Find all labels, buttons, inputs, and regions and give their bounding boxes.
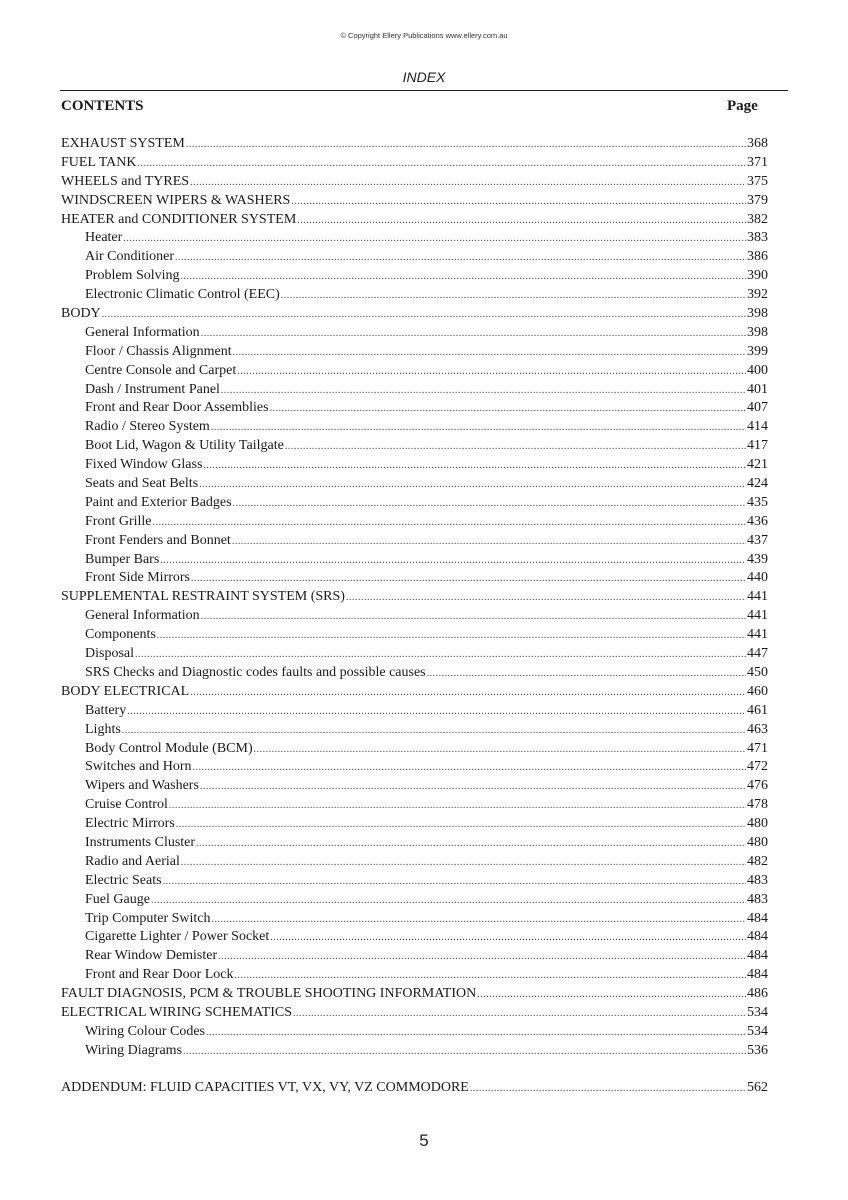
toc-entry-page: 441	[747, 627, 768, 643]
toc-subentry-trip-computer-switch[interactable]	[61, 910, 768, 929]
toc-entry-label: HEATER and CONDITIONER SYSTEM	[61, 211, 297, 227]
toc-subentry-front-side-mirrors[interactable]	[61, 569, 768, 588]
toc-entry-label: BODY ELECTRICAL	[61, 683, 190, 699]
dot-leader	[151, 892, 746, 911]
toc-entry-label: Bumper Bars	[85, 551, 160, 567]
toc-subentry-srs-general-information[interactable]	[61, 607, 768, 626]
dot-leader	[127, 703, 746, 722]
toc-entry-label: Battery	[85, 702, 127, 718]
header-rule	[60, 90, 788, 91]
toc-entry-page: 471	[747, 740, 768, 756]
dot-leader	[211, 419, 746, 438]
toc-subentry-radio-stereo[interactable]	[61, 418, 768, 437]
dot-leader	[232, 533, 746, 552]
toc-entry-label: Wipers and Washers	[85, 778, 199, 794]
dot-leader	[175, 249, 746, 268]
toc-entry-label: Boot Lid, Wagon & Utility Tailgate	[85, 438, 284, 454]
toc-entry-label: Body Control Module (BCM)	[85, 740, 253, 756]
toc-entry-page: 379	[747, 192, 768, 208]
toc-entry-page: 482	[747, 853, 768, 869]
toc-subentry-front-grille[interactable]	[61, 513, 768, 532]
toc-entry-page: 441	[747, 589, 768, 605]
toc-subentry-components[interactable]	[61, 626, 768, 645]
toc-entry-page: 483	[747, 891, 768, 907]
toc-entry-page: 450	[747, 664, 768, 680]
toc-entry-label: Seats and Seat Belts	[85, 476, 199, 492]
table-of-contents	[61, 135, 768, 1098]
toc-entry-page: 536	[747, 1042, 768, 1058]
toc-entry-page: 478	[747, 797, 768, 813]
toc-entry-label: Fuel Gauge	[85, 891, 150, 907]
dot-leader	[291, 193, 746, 212]
toc-entry-label: SUPPLEMENTAL RESTRAINT SYSTEM (SRS)	[61, 589, 345, 605]
dot-leader	[190, 174, 746, 193]
toc-entry-page: 382	[747, 211, 768, 227]
toc-subentry-air-conditioner[interactable]	[61, 248, 768, 267]
contents-heading: CONTENTS	[61, 98, 144, 114]
toc-entry-label: Front Side Mirrors	[85, 570, 190, 586]
toc-subentry-wiring-diagrams[interactable]	[61, 1042, 768, 1061]
dot-leader	[237, 363, 746, 382]
toc-entry-page: 484	[747, 967, 768, 983]
toc-entry-page: 461	[747, 702, 768, 718]
toc-entry-heater-conditioner[interactable]	[61, 211, 768, 230]
toc-entry-exhaust-system[interactable]	[61, 135, 768, 154]
toc-entry-label: General Information	[85, 608, 200, 624]
toc-entry-label: Rear Window Demister	[85, 948, 218, 964]
toc-subentry-door-lock[interactable]	[61, 966, 768, 985]
toc-entry-page: 392	[747, 287, 768, 303]
toc-entry-label: Centre Console and Carpet	[85, 362, 237, 378]
toc-entry-page: 486	[747, 986, 768, 1002]
dot-leader	[254, 741, 746, 760]
toc-entry-label: Front and Rear Door Assemblies	[85, 400, 269, 416]
toc-entry-page: 386	[747, 249, 768, 265]
toc-subentry-electronic-climatic-control[interactable]	[61, 286, 768, 305]
toc-entry-addendum[interactable]	[61, 1079, 768, 1098]
toc-subentry-dash-instrument-panel[interactable]	[61, 381, 768, 400]
toc-entry-wiring-schematics[interactable]	[61, 1004, 768, 1023]
toc-entry-label: Wiring Colour Codes	[85, 1023, 205, 1039]
toc-entry-label: Dash / Instrument Panel	[85, 381, 220, 397]
toc-entry-page: 375	[747, 173, 768, 189]
toc-entry-label: Radio / Stereo System	[85, 419, 210, 435]
toc-subentry-switches-horn[interactable]	[61, 758, 768, 777]
toc-entry-page: 421	[747, 457, 768, 473]
toc-subentry-fenders-bonnet[interactable]	[61, 532, 768, 551]
toc-subentry-wipers-washers[interactable]	[61, 777, 768, 796]
dot-leader	[218, 948, 746, 967]
toc-subentry-boot-lid-tailgate[interactable]	[61, 437, 768, 456]
dot-leader	[285, 438, 746, 457]
toc-subentry-general-information[interactable]	[61, 324, 768, 343]
dot-leader	[200, 778, 746, 797]
toc-entry-label: Fixed Window Glass	[85, 457, 203, 473]
toc-entry-fuel-tank[interactable]	[61, 154, 768, 173]
toc-entry-body-electrical[interactable]	[61, 683, 768, 702]
toc-entry-label: Switches and Horn	[85, 759, 192, 775]
toc-subentry-body-control-module[interactable]	[61, 740, 768, 759]
toc-entry-page: 441	[747, 608, 768, 624]
toc-entry-label: Components	[85, 627, 156, 643]
toc-subentry-lights[interactable]	[61, 721, 768, 740]
dot-leader	[206, 1024, 746, 1043]
dot-leader	[183, 1043, 746, 1062]
index-title: INDEX	[402, 69, 446, 85]
dot-leader	[190, 684, 746, 703]
toc-subentry-bumper-bars[interactable]	[61, 551, 768, 570]
toc-entry-label: Floor / Chassis Alignment	[85, 343, 232, 359]
dot-leader	[163, 873, 746, 892]
toc-entry-label: FAULT DIAGNOSIS, PCM & TROUBLE SHOOTING INFORMATION	[61, 986, 477, 1002]
dot-leader	[297, 212, 746, 231]
toc-entry-page: 534	[747, 1004, 768, 1020]
toc-subentry-disposal[interactable]	[61, 645, 768, 664]
dot-leader	[186, 136, 746, 155]
page-number: 5	[419, 1131, 429, 1150]
toc-entry-label: FUEL TANK	[61, 154, 137, 170]
toc-entry-label: Radio and Aerial	[85, 853, 180, 869]
dot-leader	[196, 835, 746, 854]
toc-entry-label: Wiring Diagrams	[85, 1042, 183, 1058]
page-column-heading: Page	[727, 98, 758, 114]
toc-entry-label: Paint and Exterior Badges	[85, 494, 232, 510]
toc-entry-label: Electric Mirrors	[85, 816, 175, 832]
toc-entry-page: 440	[747, 570, 768, 586]
toc-entry-page: 476	[747, 778, 768, 794]
dot-leader	[169, 797, 746, 816]
toc-subentry-instruments-cluster[interactable]	[61, 834, 768, 853]
toc-entry-label: General Information	[85, 324, 200, 340]
toc-entry-page: 401	[747, 381, 768, 397]
dot-leader	[427, 665, 746, 684]
dot-leader	[233, 344, 746, 363]
toc-entry-page: 417	[747, 438, 768, 454]
toc-entry-page: 368	[747, 136, 768, 151]
toc-subentry-floor-chassis-alignment[interactable]	[61, 343, 768, 362]
toc-entry-label: Lights	[85, 721, 121, 737]
toc-entry-page: 447	[747, 646, 768, 662]
toc-entry-label: Problem Solving	[85, 268, 180, 284]
toc-subentry-problem-solving[interactable]	[61, 267, 768, 286]
toc-entry-label: Heater	[85, 230, 123, 246]
toc-entry-label: EXHAUST SYSTEM	[61, 136, 185, 151]
toc-entry-label: ELECTRICAL WIRING SCHEMATICS	[61, 1004, 292, 1020]
dot-leader	[160, 552, 746, 571]
dot-leader	[135, 646, 746, 665]
toc-entry-label: ADDENDUM: FLUID CAPACITIES VT, VX, VY, VZ COMMODORE	[61, 1079, 469, 1095]
dot-leader	[235, 967, 746, 986]
dot-leader	[157, 627, 746, 646]
toc-subentry-heater[interactable]	[61, 229, 768, 248]
toc-entry-fault-diagnosis[interactable]	[61, 985, 768, 1004]
toc-entry-label: Front Fenders and Bonnet	[85, 532, 231, 548]
dot-leader	[270, 400, 746, 419]
toc-entry-page: 534	[747, 1023, 768, 1039]
toc-entry-page: 414	[747, 419, 768, 435]
toc-entry-label: Front Grille	[85, 513, 152, 529]
toc-entry-label: BODY	[61, 306, 101, 322]
toc-entry-page: 472	[747, 759, 768, 775]
dot-leader	[176, 816, 746, 835]
dot-leader	[201, 325, 746, 344]
dot-leader	[233, 495, 746, 514]
toc-subentry-cruise-control[interactable]	[61, 796, 768, 815]
toc-subentry-electric-seats[interactable]	[61, 872, 768, 891]
dot-leader	[270, 929, 746, 948]
toc-entry-page: 390	[747, 268, 768, 284]
toc-entry-label: Trip Computer Switch	[85, 910, 211, 926]
toc-entry-page: 463	[747, 721, 768, 737]
dot-leader	[138, 155, 747, 174]
dot-leader	[477, 986, 746, 1005]
toc-subentry-fixed-window-glass[interactable]	[61, 456, 768, 475]
dot-leader	[122, 722, 746, 741]
dot-leader	[191, 570, 746, 589]
toc-entry-page: 439	[747, 551, 768, 567]
toc-entry-page: 480	[747, 834, 768, 850]
toc-entry-label: SRS Checks and Diagnostic codes faults and possible causes	[85, 664, 426, 680]
toc-entry-label: WHEELS and TYRES	[61, 173, 190, 189]
toc-entry-page: 484	[747, 929, 768, 945]
toc-entry-page: 437	[747, 532, 768, 548]
toc-entry-label: Air Conditioner	[85, 249, 175, 265]
toc-entry-page: 383	[747, 230, 768, 246]
toc-entry-label: Instruments Cluster	[85, 834, 196, 850]
toc-subentry-paint-badges[interactable]	[61, 494, 768, 513]
toc-subentry-srs-checks[interactable]	[61, 664, 768, 683]
toc-entry-page: 398	[747, 306, 768, 322]
toc-entry-label: Disposal	[85, 646, 134, 662]
copyright-notice: © Copyright Ellery Publications www.ellery.com.au	[340, 31, 508, 40]
toc-entry-page: 424	[747, 476, 768, 492]
toc-subentry-fuel-gauge[interactable]	[61, 891, 768, 910]
dot-leader	[123, 230, 746, 249]
toc-subentry-radio-aerial[interactable]	[61, 853, 768, 872]
toc-entry-page: 436	[747, 513, 768, 529]
dot-leader	[221, 382, 746, 401]
dot-leader	[346, 589, 746, 608]
dot-leader	[181, 854, 746, 873]
toc-entry-page: 435	[747, 494, 768, 510]
dot-leader	[281, 287, 746, 306]
dot-leader	[293, 1005, 746, 1024]
toc-entry-page: 460	[747, 683, 768, 699]
toc-entry-label: Electronic Climatic Control (EEC)	[85, 287, 280, 303]
toc-subentry-electric-mirrors[interactable]	[61, 815, 768, 834]
dot-leader	[193, 759, 746, 778]
toc-entry-windscreen-wipers[interactable]	[61, 192, 768, 211]
toc-entry-label: WINDSCREEN WIPERS & WASHERS	[61, 192, 291, 208]
toc-entry-page: 484	[747, 910, 768, 926]
toc-subentry-seats-seat-belts[interactable]	[61, 475, 768, 494]
toc-entry-page: 398	[747, 324, 768, 340]
dot-leader	[199, 476, 746, 495]
toc-entry-srs[interactable]	[61, 588, 768, 607]
toc-entry-body[interactable]	[61, 305, 768, 324]
toc-subentry-door-assemblies[interactable]	[61, 399, 768, 418]
toc-entry-label: Cruise Control	[85, 797, 168, 813]
toc-entry-wheels-tyres[interactable]	[61, 173, 768, 192]
toc-entry-page: 562	[747, 1079, 768, 1095]
dot-leader	[102, 306, 746, 325]
dot-leader	[203, 457, 746, 476]
toc-entry-label: Front and Rear Door Lock	[85, 967, 234, 983]
toc-entry-label: Electric Seats	[85, 872, 162, 888]
toc-subentry-battery[interactable]	[61, 702, 768, 721]
toc-entry-page: 480	[747, 816, 768, 832]
dot-leader	[470, 1080, 746, 1099]
dot-leader	[181, 268, 746, 287]
toc-entry-page: 399	[747, 343, 768, 359]
toc-subentry-wiring-colour-codes[interactable]	[61, 1023, 768, 1042]
toc-entry-page: 407	[747, 400, 768, 416]
toc-entry-page: 483	[747, 872, 768, 888]
toc-entry-page: 400	[747, 362, 768, 378]
dot-leader	[212, 911, 747, 930]
dot-leader	[153, 514, 747, 533]
toc-subentry-centre-console[interactable]	[61, 362, 768, 381]
toc-entry-page: 371	[747, 154, 768, 170]
toc-subentry-rear-window-demister[interactable]	[61, 947, 768, 966]
toc-entry-page: 484	[747, 948, 768, 964]
toc-subentry-cigarette-lighter[interactable]	[61, 928, 768, 947]
toc-entry-label: Cigarette Lighter / Power Socket	[85, 929, 270, 945]
dot-leader	[201, 608, 746, 627]
